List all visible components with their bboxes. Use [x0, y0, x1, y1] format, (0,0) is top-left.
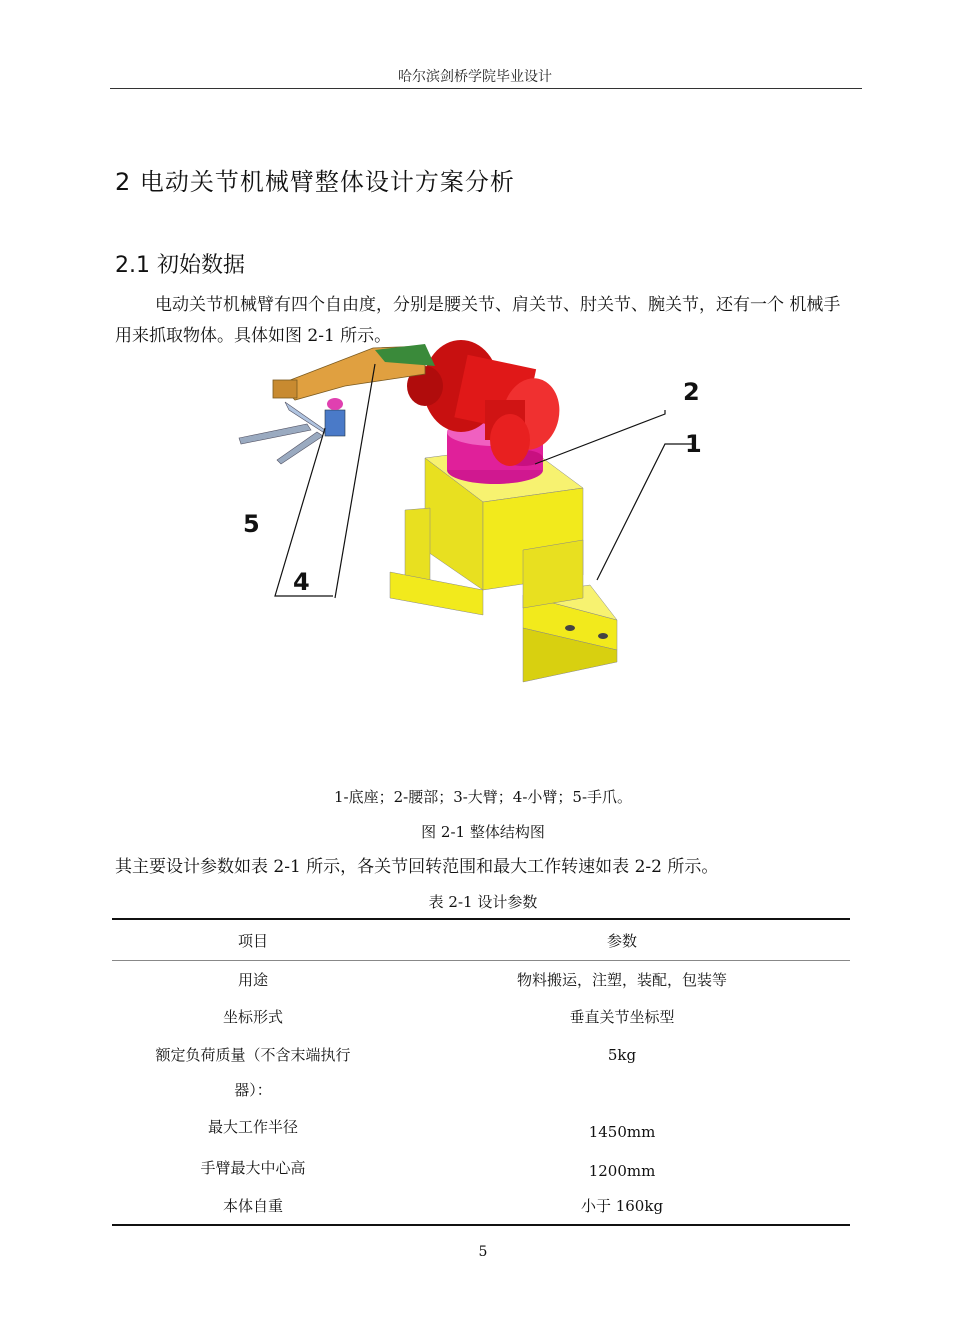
header-divider	[110, 88, 862, 89]
chapter-heading: 2 电动关节机械臂整体设计方案分析	[115, 168, 515, 196]
page-header: 哈尔滨剑桥学院毕业设计	[398, 69, 552, 85]
row-item: 最大工作半径	[207, 1118, 298, 1136]
table-row	[112, 1035, 850, 1075]
design-params-table	[112, 918, 850, 1226]
header-item: 项目	[112, 919, 394, 961]
callout-label-5: 5	[243, 510, 260, 538]
table-row	[112, 1149, 850, 1187]
row-value: 1450mm	[588, 1122, 656, 1141]
table-row	[112, 1105, 850, 1149]
row-item: 额定负荷质量（不含末端执行	[155, 1046, 351, 1064]
row-value: 垂直关节坐标型	[569, 1008, 675, 1026]
row-item: 本体自重	[112, 1187, 394, 1225]
row-value: 小于 160kg	[394, 1187, 850, 1225]
callout-label-1: 1	[685, 430, 702, 458]
row-value: 5kg	[607, 1045, 637, 1064]
table-caption: 表 2-1 设计参数	[428, 893, 538, 911]
table-header-row	[112, 919, 850, 961]
header-param: 参数	[394, 919, 850, 961]
row-item: 用途	[237, 971, 268, 990]
figure-legend: 1-底座；2-腰部；3-大臂；4-小臂；5-手爪。	[333, 788, 633, 806]
table-row	[112, 1187, 850, 1225]
figure-caption: 图 2-1 整体结构图	[421, 823, 545, 841]
row-item: 坐标形式	[222, 1008, 283, 1026]
row-value: 1200mm	[588, 1161, 656, 1180]
table-row	[112, 961, 850, 999]
table-row	[112, 999, 850, 1035]
row-value: 物料搬运，注塑，装配，包装等	[516, 971, 727, 990]
section-heading: 2.1 初始数据	[115, 253, 245, 278]
params-paragraph: 其主要设计参数如表 2-1 所示，各关节回转范围和最大工作转速如表 2-2 所示。	[115, 857, 719, 877]
callout-label-4: 4	[293, 568, 310, 596]
intro-paragraph: 电动关节机械臂有四个自由度，分别是腰关节、肩关节、肘关节、腕关节，还有一个 机械手用来抓取物体。具体如图 2-1 所示。	[115, 295, 841, 346]
row-value	[394, 1075, 850, 1105]
page-number: 5	[478, 1244, 488, 1260]
robot-arm-figure	[225, 340, 702, 690]
row-item: 手臂最大中心高	[200, 1159, 306, 1177]
table-row	[112, 1075, 850, 1105]
row-item: 器）：	[234, 1081, 272, 1099]
gripper-shape	[239, 398, 345, 464]
callout-label-2: 2	[683, 378, 700, 406]
